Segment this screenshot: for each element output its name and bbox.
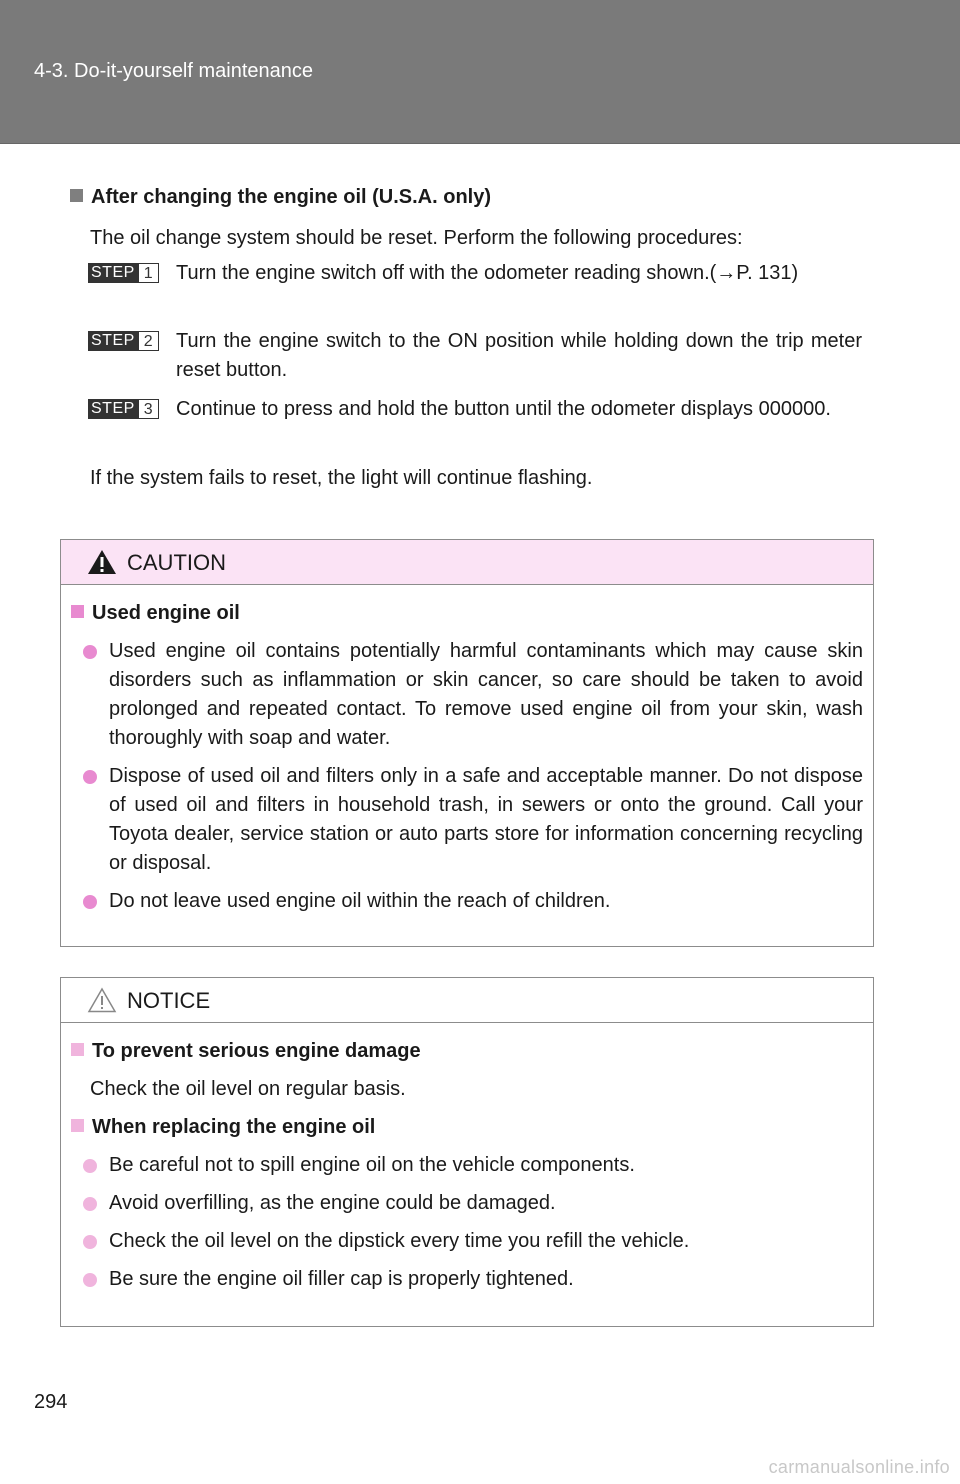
page-number: 294	[34, 1391, 68, 1413]
outro-paragraph: If the system fails to reset, the light will continue flashing.	[90, 467, 593, 489]
step-badge	[88, 331, 159, 351]
notice-bullet-text: Avoid overfilling, as the engine could be damaged.	[109, 1192, 556, 1214]
notice-box	[60, 977, 874, 1327]
square-bullet-icon	[71, 1043, 84, 1056]
notice-bullet	[71, 1265, 863, 1294]
step-2	[88, 327, 862, 385]
caution-bullet	[71, 762, 863, 878]
step-text: Turn the engine switch to the ON position while holding down the trip meter reset button.	[176, 330, 862, 381]
notice-bullet	[71, 1189, 863, 1218]
section-heading-text: After changing the engine oil (U.S.A. only)	[91, 186, 492, 208]
caution-bullet	[71, 887, 863, 916]
notice-heading	[71, 1037, 863, 1066]
caution-bullet-text: Do not leave used engine oil within the reach of children.	[109, 890, 611, 912]
notice-bullet	[71, 1227, 863, 1256]
caution-heading-text: Used engine oil	[92, 602, 240, 624]
notice-bullet	[71, 1151, 863, 1180]
step-badge-number: 2	[139, 331, 159, 351]
watermark: carmanualsonline.info	[768, 1457, 950, 1477]
square-bullet-icon	[71, 605, 84, 618]
round-bullet-icon	[83, 770, 97, 784]
page-header	[0, 0, 960, 144]
notice-heading-text: To prevent serious engine damage	[92, 1040, 421, 1062]
notice-title: NOTICE	[127, 988, 211, 1013]
warning-triangle-icon	[87, 549, 117, 575]
round-bullet-icon	[83, 1159, 97, 1173]
step-badge	[88, 399, 159, 419]
notice-header	[61, 978, 873, 1023]
step-badge-label: STEP	[88, 263, 139, 283]
notice-bullet-text: Be careful not to spill engine oil on the vehicle components.	[109, 1154, 635, 1176]
notice-bullet-text: Be sure the engine oil filler cap is properly tightened.	[109, 1268, 574, 1290]
step-badge-label: STEP	[88, 331, 139, 351]
round-bullet-icon	[83, 645, 97, 659]
step-text: Continue to press and hold the button until the odometer displays 000000.	[176, 398, 831, 420]
caution-title: CAUTION	[127, 550, 226, 575]
round-bullet-icon	[83, 1235, 97, 1249]
notice-body	[61, 1023, 873, 1319]
section-title: 4-3. Do-it-yourself maintenance	[34, 60, 314, 82]
square-bullet-icon	[71, 1119, 84, 1132]
caution-header	[61, 540, 873, 585]
round-bullet-icon	[83, 1273, 97, 1287]
step-badge	[88, 263, 159, 283]
square-bullet-icon	[70, 189, 83, 202]
caution-body	[61, 585, 873, 941]
caution-bullet-text: Dispose of used oil and filters only in a safe and acceptable manner. Do not dispose of used oil and filters in household trash, in sewers or onto the ground. Call your Toyota dealer, service station or auto parts store for information concerning recycling or disposal.	[109, 765, 863, 874]
caution-heading	[71, 599, 863, 628]
intro-paragraph: The oil change system should be reset. Perform the following procedures:	[90, 227, 743, 249]
round-bullet-icon	[83, 1197, 97, 1211]
step-badge-label: STEP	[88, 399, 139, 419]
round-bullet-icon	[83, 895, 97, 909]
step-1	[88, 259, 862, 288]
notice-heading	[71, 1113, 863, 1142]
caution-box	[60, 539, 874, 947]
caution-bullet	[71, 637, 863, 753]
step-text: Turn the engine switch off with the odometer reading shown.(→P. 131)	[176, 262, 799, 284]
notice-text: Check the oil level on regular basis.	[90, 1078, 406, 1100]
step-3	[88, 395, 862, 424]
section-heading	[70, 186, 491, 209]
step-badge-number: 3	[139, 399, 159, 419]
step-badge-number: 1	[139, 263, 159, 283]
warning-triangle-outline-icon	[87, 987, 117, 1013]
notice-bullet-text: Check the oil level on the dipstick every time you refill the vehicle.	[109, 1230, 690, 1252]
notice-heading-text: When replacing the engine oil	[92, 1116, 376, 1138]
caution-bullet-text: Used engine oil contains potentially harmful contaminants which may cause skin disorders such as inflammation or skin cancer, so care should be taken to avoid prolonged and repeated contact. To remove used engine oil from your skin, wash thoroughly with soap and water.	[109, 640, 863, 749]
